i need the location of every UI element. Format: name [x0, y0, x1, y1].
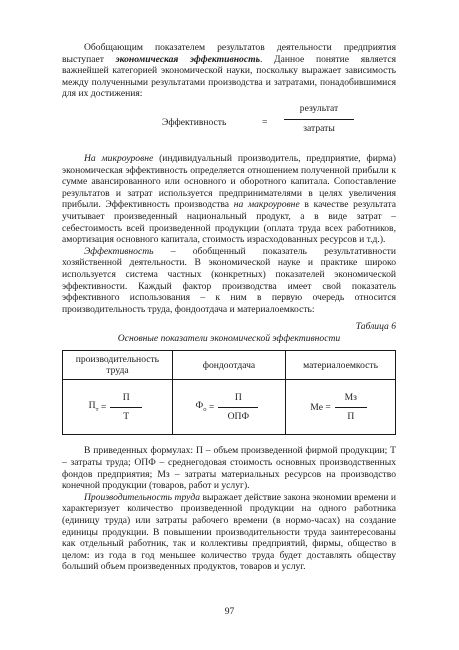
header-material-intensity: материалоемкость	[286, 351, 396, 380]
term-economic-efficiency: экономическая эффективность	[115, 53, 260, 65]
table-formula-row	[63, 380, 396, 435]
table-label: Таблица 6	[355, 321, 396, 333]
formula-lhs: Эффективность	[162, 116, 227, 128]
efficiency-indicators-table	[62, 350, 396, 435]
f3-lhs: Ме	[310, 401, 323, 413]
f3-fraction: Мз П	[331, 392, 371, 423]
formula-equals: =	[262, 116, 268, 128]
paragraph-labor-productivity: Производительность труда выражает действие закона экономии времени и характеризует количество произведенной продукции на одного работника (единицу труда) или затраты рабочего времени (в нормо-часах) на создание единицы продукции. В повышении производительности труда заинтересованы как отдельный работник, так и коллективы предприятий, фирмы, общество в целом: из года в год меньшее количество труда будет доставлять обществу больший объем произведенных продуктов, товаров и услуг.	[62, 491, 396, 573]
page-content	[62, 42, 396, 573]
formula-fraction	[284, 103, 354, 134]
formula-numerator: результат	[299, 102, 339, 114]
paragraph-formula-legend: В приведенных формулах: П – объем произведенной фирмой продукции; Т – затраты труда; ОПФ – среднегодовая стоимость основных производственных фондов предприятия; Мз – затраты материальных ресурсов на производство конечной продукции (товаров, работ и услуг).	[62, 445, 396, 492]
cell-material-intensity-formula: Ме = Мз П	[286, 380, 396, 435]
term-microlevel: На микроуровне	[84, 152, 154, 164]
cell-labor-productivity-formula: $П_т$ = П Т	[63, 380, 173, 435]
f2-lhs: $Ф_о$	[195, 399, 207, 413]
fraction-bar	[284, 119, 354, 120]
page-number: 97	[224, 606, 235, 617]
term-efficiency: Эффективность	[84, 245, 154, 257]
term-labor-productivity: Производительность труда	[84, 491, 201, 503]
header-capital-productivity: фондоотдача	[172, 351, 285, 380]
f1-fraction: П Т	[106, 392, 146, 423]
f1-lhs: $П_т$	[88, 399, 99, 413]
paragraph-micro-macro: На микроуровне (индивидуальный производитель, предприятие, фирма) экономическая эффективность определяется отношением полученной прибыли к сумме авансированного или основного и оборотного капитала. Сопоставление результатов и затрат используется предпринимателями в целях увеличения прибыли. Эффективность производства на макроуровне в качестве результата учитывает произведенный национальный продукт, а в виде затрат – себестоимость всей произведенной продукции (оплата труда всех работников, амортизация основного капитала, стоимость израсходованных ресурсов и т.д.).	[62, 152, 396, 246]
paragraph-indicators: Эффективность – обобщенный показатель результативности хозяйственной деятельности. В экономической науке и практике широко используется система частных (конкретных) показателей экономической эффективности. Каждый фактор производства имеет свой показатель эффективного использования – к ним в первую очередь относится производительность труда, фондоотдача и материалоемкость:	[62, 245, 396, 315]
formula-denominator: затраты	[303, 122, 335, 134]
f2-fraction: П ОПФ	[214, 392, 262, 423]
header-labor-productivity: производительность труда	[63, 351, 173, 380]
efficiency-formula	[62, 103, 396, 149]
cell-capital-productivity-formula: $Ф_о$ = П ОПФ	[172, 380, 285, 435]
table-header-row	[63, 351, 396, 380]
paragraph-efficiency-definition: Обобщающим показателем результатов деятельности предприятия выступает экономическая эффективность. Данное понятие является важнейшей категорией экономической науки, поскольку выражает зависимость между полученными результатами производства и затратами, понадобившимися для их достижения:	[62, 42, 397, 100]
table-title: Основные показатели экономической эффективности	[117, 332, 341, 344]
term-macrolevel: на макроуровне	[233, 199, 300, 211]
